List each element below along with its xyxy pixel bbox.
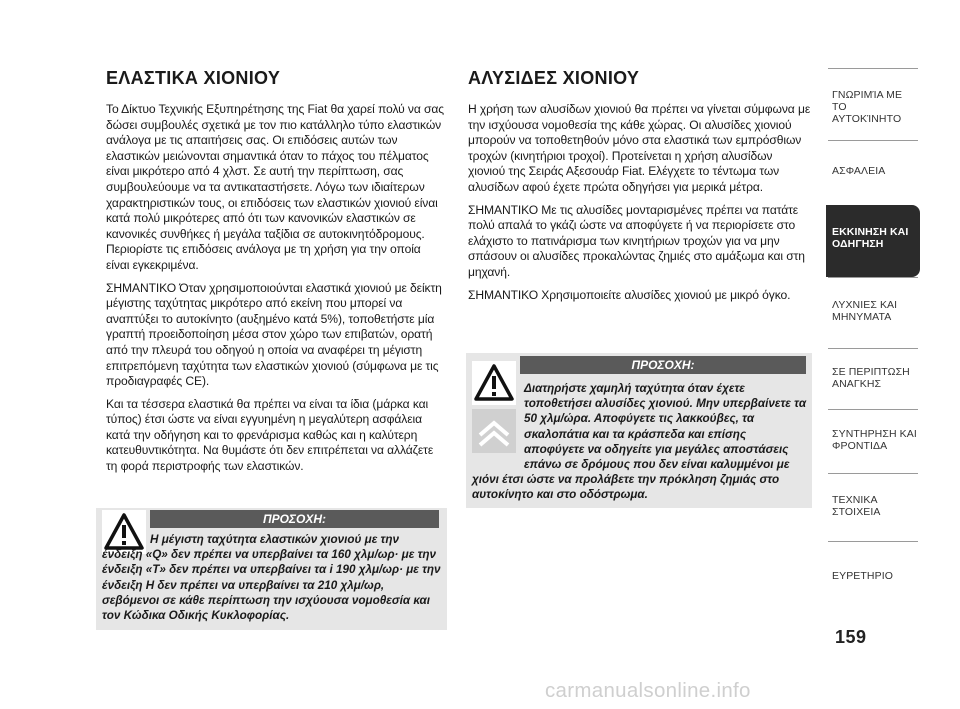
chapter-tabs xyxy=(828,68,918,611)
warning-box-snow-chains xyxy=(466,353,812,508)
paragraph: ΣΗΜΑΝΤΙΚΟ Με τις αλυσίδες μονταρισμένες πρέπει να πατάτε πολύ απαλά το γκάζι ώστε να αποφύγετε ή να περιορίσετε στο ελάχιστο το πατινάρισμα των κινητήριων τροχών για να μην σπάσουν οι αλυσίδες προκαλώντας ζημιές στο αμάξωμα και στη μηχανή. xyxy=(468,202,805,279)
paragraph: ΣΗΜΑΝΤΙΚΟ Όταν χρησιμοποιούνται ελαστικά χιονιού με δείκτη μέγιστης ταχύτητας μικρότερο από εκείνη που μπορεί να αναπτύξει το αυτοκίνητο (αυξημένο κατά 5%), τοποθετήστε μία γραπτή προειδοποίηση μέσα στον χώρο των επιβατών, ορατή από την πλευρά του οδηγού η οποία να αναφέρει τη μέγιστη επιτρεπόμενη ταχύτητα των ελαστικών χιονιού (σύμφωνα με τις προδιαγραφές CE). xyxy=(106,280,442,389)
tab-index[interactable]: ΕΥΡΕΤΗΡΙΟ xyxy=(828,541,918,611)
warning-text-indented: Διατηρήστε χαμηλή ταχύτητα όταν έχετε τοποθετήσει αλυσίδες χιονιού. Μην υπερβαίνετε τα 50 χλμ/ώρα. Αποφύγετε τις λακκούβες, τα σκαλοπάτια και τα κράσπεδα και επίσης αποφύγετε να οδηγείτε για μεγάλες αποστάσεις επάνω σε δρόμους που δεν είναι καλυμμένοι με xyxy=(524,382,807,472)
tab-starting-driving[interactable]: ΕΚΚΙΝΗΣΗ ΚΑΙ ΟΔΗΓΗΣΗ xyxy=(826,205,920,277)
page-number: 159 xyxy=(835,627,867,647)
warning-heading: ΠΡΟΣΟΧΗ: xyxy=(150,510,439,528)
tab-emergency[interactable]: ΣΕ ΠΕΡΙΠΤΩΣΗ ΑΝΑΓΚΗΣ xyxy=(828,348,918,409)
tab-getting-to-know[interactable]: ΓΝΩΡΙΜΊΑ ΜΕ ΤΟ ΑΥΤΟΚΊΝΗΤΟ xyxy=(828,68,918,140)
paragraph: ΣΗΜΑΝΤΙΚΟ Χρησιμοποιείτε αλυσίδες χιονιού με μικρό όγκο. xyxy=(468,287,791,302)
tab-technical-data[interactable]: ΤΕΧΝΙΚΑ ΣΤΟΙΧΕΙΑ xyxy=(828,473,918,541)
warning-text-full: χιόνι έτσι ώστε να προλάβετε την πρόκληση ζημιάς στο αυτοκίνητο και στο οδόστρωμα. xyxy=(472,473,780,502)
left-column xyxy=(106,68,446,482)
section-title-snow-tyres: ΕΛΑΣΤΙΚΑ ΧΙΟΝΙΟΥ xyxy=(106,68,281,88)
tab-lights-messages[interactable]: ΛΥΧΝΙΕΣ ΚΑΙ ΜΗΝΥΜΑΤΑ xyxy=(828,277,918,348)
warning-heading: ΠΡΟΣΟΧΗ: xyxy=(520,356,806,374)
paragraph: Η χρήση των αλυσίδων χιονιού θα πρέπει να γίνεται σύμφωνα με την ισχύουσα νομοθεσία της κάθε χώρας. Οι αλυσίδες χιονιού μπορούν να τοποθετηθούν μόνο στα ελαστικά των εμπρόσθιων τροχών (κινητήριοι τροχοί). Προτείνεται η χρήση αλυσίδων χιονιού της Σειράς Αξεσουάρ Fiat. Ελέγχετε το τέντωμα των αλυσίδων αφού έχετε πρώτα οδηγήσει για μερικά μέτρα. xyxy=(468,102,811,194)
tab-safety[interactable]: ΑΣΦΑΛΕΙΑ xyxy=(828,140,918,205)
tab-maintenance[interactable]: ΣΥΝΤΗΡΗΣΗ ΚΑΙ ΦΡΟΝΤΙΔΑ xyxy=(828,409,918,473)
paragraph: Το Δίκτυο Τεχνικής Εξυπηρέτησης της Fiat θα χαρεί πολύ να σας δώσει συμβουλές σχετικά με τον πιο κατάλληλο τύπο ελαστικών ανάλογα με τις απαιτήσεις σας. Οι επιδόσεις αυτών των ελαστικών μειώνονται σημαντικά όταν το πάχος του πέλματος είναι μικρότερο από 4 χλστ. Σε αυτή την περίπτωση, σας συμβουλεύουμε να τα αντικαταστήσετε. Λόγω των ιδιαίτερων χαρακτηριστικών τους, οι επιδόσεις των ελαστικών χιονιού είναι κατά πολύ μικρότερες από ότι των κανονικών ελαστικών σε κανονικές συνθήκες ή μεγάλα ταξίδια σε αυτοκινητόδρομους. Περιορίστε τις επιδόσεις ανάλογα με τη χρήση για την οποία είναι εγκεκριμένα. xyxy=(106,102,444,272)
watermark: carmanualsonline.info xyxy=(545,679,751,702)
warning-box-snow-tyres xyxy=(96,508,447,630)
paragraph: Και τα τέσσερα ελαστικά θα πρέπει να είναι τα ίδια (μάρκα και τύπος) έτσι ώστε να είναι εγγυημένη η μεγαλύτερη ασφάλεια κατά την οδήγηση και το φρενάρισμα καθώς και η καλύτερη κατευθυντικότητα. Να θυμάστε ότι δεν επιτρέπεται να αλλάζετε τη φορά περιστροφής των ελαστικών. xyxy=(106,396,434,474)
middle-column xyxy=(468,68,811,310)
section-title-snow-chains: ΑΛΥΣΙΔΕΣ ΧΙΟΝΙΟΥ xyxy=(468,68,640,88)
warning-text xyxy=(472,381,808,503)
warning-text: Η μέγιστη ταχύτητα ελαστικών χιονιού με την ένδειξη «Q» δεν πρέπει να υπερβαίνει τα 160 χλμ/ωρ· με την ένδειξη «T» δεν πρέπει να υπερβαίνει τα i 190 χλμ/ωρ· με την ένδειξη H δεν πρέπει να υπερβαίνει τα 210 χλμ/ωρ, σεβόμενοι σε κάθε περίπτωση την ισχύουσα νομοθεσία και τον Κώδικα Οδικής Κυκλοφορίας. xyxy=(102,533,441,623)
